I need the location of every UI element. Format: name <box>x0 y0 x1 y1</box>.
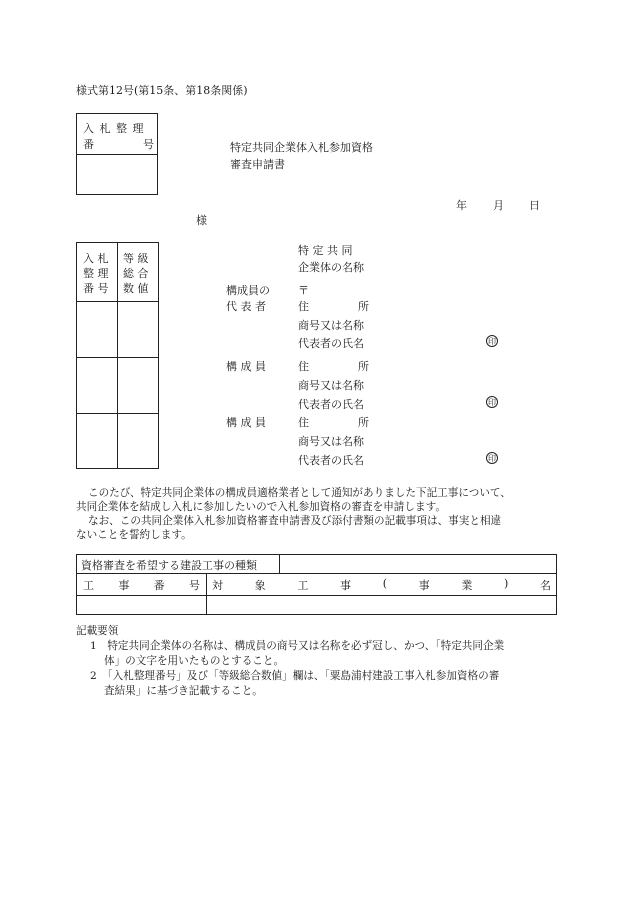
member2-address-label-left: 住 <box>298 416 309 429</box>
note-item2-line2: 査結果」に基づき記載すること。 <box>104 685 263 697</box>
project-name-char: 対 <box>212 579 223 592</box>
receipt-label-top: 入 札 整 理 <box>83 122 145 135</box>
body-para2-line2: ないことを誓約します。 <box>76 529 192 541</box>
date-day: 日 <box>529 199 540 212</box>
member2-representative-name-label: 代表者の氏名 <box>298 454 364 467</box>
addressee-suffix: 様 <box>196 214 207 227</box>
grade-col2-line1: 等 級 <box>123 252 149 265</box>
work-number-char: 工 <box>83 579 94 592</box>
member2-address-label-right: 所 <box>358 416 369 429</box>
representative-role-line1: 構成員の <box>226 284 270 297</box>
member1-address-label-left: 住 <box>298 360 309 373</box>
grade-col1-line3: 番 号 <box>83 282 109 295</box>
postal-mark: 〒 <box>298 284 309 297</box>
project-name-char: ( <box>382 577 387 590</box>
project-name-char: 象 <box>254 579 266 592</box>
date-year: 年 <box>456 199 467 212</box>
grade-col2-line2: 総 合 <box>123 267 149 280</box>
member1-role: 構 成 員 <box>226 360 266 373</box>
project-name-char: 事 <box>418 579 430 592</box>
notes-heading: 記載要領 <box>76 625 119 637</box>
work-table-header: 資格審査を希望する建設工事の種類 <box>81 559 257 572</box>
project-name-char: 名 <box>539 579 551 592</box>
receipt-number-box <box>76 113 158 195</box>
title-line2: 審査申請書 <box>230 158 285 171</box>
body-para1-line1: このたび、特定共同企業体の構成員適格業者として通知がありました下記工事について、 <box>88 487 511 499</box>
member1-seal-icon: 印 <box>488 398 496 407</box>
member1-representative-name-label: 代表者の氏名 <box>298 398 364 411</box>
grade-col1-line2: 整 理 <box>83 267 109 280</box>
member2-trade-name-label: 商号又は名称 <box>298 435 364 448</box>
work-number-char: 事 <box>118 579 130 592</box>
member1-address-label-right: 所 <box>358 360 369 373</box>
project-name-char: 工 <box>297 579 309 592</box>
member2-role: 構 成 員 <box>226 416 266 429</box>
rep-seal-icon: 印 <box>488 337 496 346</box>
project-name-column-header <box>212 577 551 593</box>
form-number: 様式第12号(第15条、第18条関係) <box>76 84 248 97</box>
work-number-column-header <box>83 577 200 593</box>
work-number-char: 号 <box>188 579 200 592</box>
rep-trade-name-label: 商号又は名称 <box>298 319 364 332</box>
date-month: 月 <box>493 199 504 212</box>
note-item1-line1: 1 特定共同企業体の名称は、構成員の商号又は名称を必ず冠し、かつ、「特定共同企業 <box>90 640 505 652</box>
receipt-label-bottom-left: 番 <box>83 138 94 151</box>
member2-seal-icon: 印 <box>488 454 496 463</box>
grade-col1-line1: 入 札 <box>83 252 109 265</box>
jv-name-label-line2: 企業体の名称 <box>298 261 364 274</box>
rep-address-label-right: 所 <box>358 300 369 313</box>
grade-table <box>76 242 159 469</box>
rep-representative-name-label: 代表者の氏名 <box>298 337 364 350</box>
body-para2-line1: なお、この共同企業体入札参加資格審査申請書及び添付書類の記載事項は、事実と相違 <box>88 515 502 527</box>
title-line1: 特定共同企業体入札参加資格 <box>230 141 373 154</box>
body-para1-line2: 共同企業体を結成し入札に参加したいので入札参加資格の審査を申請します。 <box>76 501 446 513</box>
work-type-table <box>76 554 557 615</box>
work-number-char: 番 <box>153 579 165 592</box>
note-item1-line2: 体」の文字を用いたものとすること。 <box>104 655 285 667</box>
receipt-label-bottom-right: 号 <box>143 138 154 151</box>
representative-role-line2: 代 表 者 <box>226 300 266 313</box>
project-name-char: ) <box>504 577 509 590</box>
member1-trade-name-label: 商号又は名称 <box>298 379 364 392</box>
jv-name-label-line1: 特 定 共 同 <box>298 244 353 257</box>
project-name-char: 事 <box>340 579 352 592</box>
grade-col2-line3: 数 値 <box>123 282 149 295</box>
body-paragraphs <box>76 486 556 542</box>
project-name-char: 業 <box>461 579 473 592</box>
note-item2-line1: 2 「入札整理番号」及び「等級総合数値」欄は、「粟島浦村建設工事入札参加資格の審 <box>90 670 500 682</box>
rep-address-label-left: 住 <box>298 300 309 313</box>
